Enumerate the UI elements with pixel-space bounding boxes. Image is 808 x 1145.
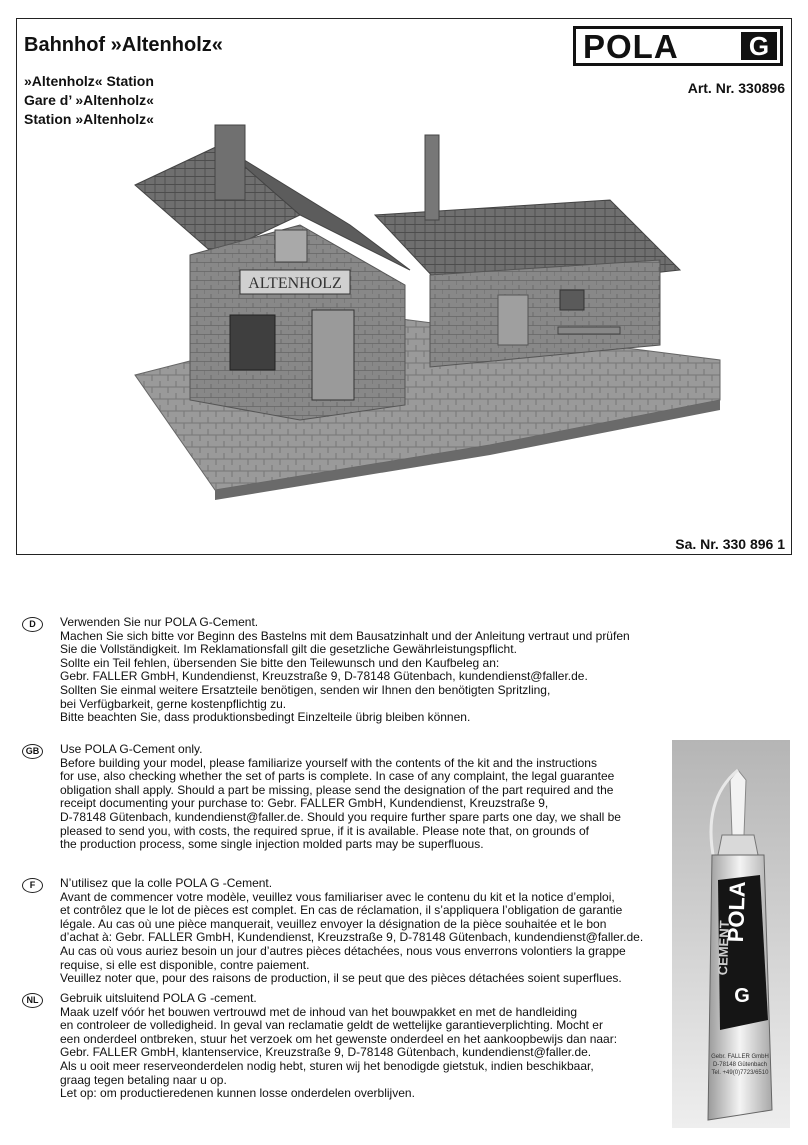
logo-text: POLA xyxy=(583,27,679,65)
text-line: Sie die Vollständigkeit. Im Reklamationsfall gilt die gesetzliche Gewährleistungspflicht. xyxy=(60,642,517,657)
article-number: Art. Nr. 330896 xyxy=(687,80,785,96)
text-line: Verwenden Sie nur POLA G-Cement. xyxy=(60,615,259,629)
section-nl xyxy=(22,992,642,1101)
station-model-image xyxy=(120,105,740,500)
section-gb-text xyxy=(60,743,642,852)
language-badge-gb: GB xyxy=(22,744,43,759)
tube-address-line: Tel. +49(0)7723/6510 xyxy=(711,1070,769,1076)
text-line: d’achat à: Gebr. FALLER GmbH, Kundendienst, Kreuzstraße 9, D-78148 Gütenbach, kundendienst@faller.de. xyxy=(60,930,644,945)
pola-logo xyxy=(573,26,783,66)
language-badge-nl: NL xyxy=(22,993,43,1008)
text-line: Als u ooit meer reserveonderdelen nodig hebt, sturen wij het benodigde gietstuk, indien beschikbaar, xyxy=(60,1058,594,1073)
left-chimney xyxy=(215,125,245,200)
text-line: Before building your model, please familiarize yourself with the contents of the kit and the instructions xyxy=(60,755,597,770)
text-line: graag tegen betaling naar u op. xyxy=(60,1072,227,1087)
text-line: receipt documenting your purchase to: Gebr. FALLER GmbH, Kundendienst, Kreuzstraße 9, xyxy=(60,796,549,811)
text-line: Bitte beachten Sie, dass produktionsbedingt Einzelteile übrig bleiben können. xyxy=(60,710,471,725)
section-d-text xyxy=(60,616,642,725)
right-chimney xyxy=(425,135,439,220)
text-line: Au cas où vous auriez besoin un jour d’autres pièces détachées, nous vous enverrons volontiers la grappe xyxy=(60,943,626,958)
text-line: pleased to send you, with costs, the required sprue, if it is available. Please note that, on grounds of xyxy=(60,823,589,838)
subtitle-en: »Altenholz« Station xyxy=(24,73,154,89)
section-nl-text xyxy=(60,992,642,1101)
language-badge-f: F xyxy=(22,878,43,893)
text-line: D-78148 Gütenbach, kundendienst@faller.de. Should you require further spare parts one day, we shall be xyxy=(60,809,621,824)
text-line: Gebruik uitsluitend POLA G -cement. xyxy=(60,991,257,1005)
logo-g-mark: G xyxy=(741,32,777,60)
main-door xyxy=(312,310,354,400)
text-line: Sollten Sie einmal weitere Ersatzteile benötigen, senden wir Ihnen den benötigten Spritzling, xyxy=(60,682,551,697)
text-line: Gebr. FALLER GmbH, Kundendienst, Kreuzstraße 9, D-78148 Gütenbach, kundendienst@faller.de. xyxy=(60,669,588,684)
text-line: for use, also checking whether the set of parts is complete. In case of any complaint, the legal guarantee xyxy=(60,769,615,784)
bench xyxy=(558,327,620,334)
subtitle-fr: Gare d’ »Altenholz« xyxy=(24,92,154,108)
section-f xyxy=(22,877,642,986)
tube-address-line: D-78148 Gütenbach xyxy=(712,1062,768,1068)
tube-brand-mark: G xyxy=(734,985,750,1007)
text-line: Gebr. FALLER GmbH, klantenservice, Kreuzstraße 9, D-78148 Gütenbach, kundendienst@faller.de. xyxy=(60,1045,592,1060)
section-d xyxy=(22,616,642,725)
text-line: Sollte ein Teil fehlen, übersenden Sie bitte den Teilewunsch und den Kaufbeleg an: xyxy=(60,655,500,670)
language-badge-d: D xyxy=(22,617,43,632)
text-line: the production process, some single injection molded parts may be superfluous. xyxy=(60,837,484,852)
section-f-text xyxy=(60,877,642,986)
text-line: Veuillez noter que, pour des raisons de production, il se peut que des pièces détachées soient superflues. xyxy=(60,971,622,986)
tube-brand-text: POLA xyxy=(722,880,751,943)
text-line: obligation shall apply. Should a part be missing, please send the designation of the part required and the xyxy=(60,782,614,797)
text-line: Machen Sie sich bitte vor Beginn des Bastelns mit dem Bausatzinhalt und der Anleitung vertraut und prüfen xyxy=(60,628,630,643)
station-sign-text: ALTENHOLZ xyxy=(248,275,342,292)
text-line: N’utilisez que la colle POLA G -Cement. xyxy=(60,876,273,890)
text-line: bei Verfügbarkeit, gerne kostenpflichtig zu. xyxy=(60,696,287,711)
section-gb xyxy=(22,743,642,852)
text-line: légale. Au cas où une pièce manquerait, veuillez envoyer la désignation de la pièce souhaitée et le bon xyxy=(60,916,607,931)
text-line: Maak uzelf vóór het bouwen vertrouwd met de inhoud van het bouwpakket en met de handleiding xyxy=(60,1004,577,1019)
subtitle-nl: Station »Altenholz« xyxy=(24,111,154,127)
text-line: Let op: om productieredenen kunnen losse onderdelen overblijven. xyxy=(60,1086,415,1101)
page-title: Bahnhof »Altenholz« xyxy=(24,34,223,56)
text-line: Avant de commencer votre modèle, veuillez vous familiariser avec le contenu du kit et la notice d’emploi, xyxy=(60,889,615,904)
text-line: een onderdeel ontbreken, stuur het verzoek om het gewenste onderdeel en het aankoopbewijs dan naar: xyxy=(60,1031,618,1046)
cement-tube-image xyxy=(672,740,790,1128)
text-line: et contrôlez que le lot de pièces est complet. En cas de réclamation, il s’appliquera l’obligation de garantie xyxy=(60,903,623,918)
tube-product-text: CEMENT xyxy=(715,920,732,976)
text-line: en controleer de volledigheid. In geval van reclamatie geldt de wettelijke garantieverplichting. Mocht er xyxy=(60,1018,603,1033)
tube-address-line: Gebr. FALLER GmbH xyxy=(711,1054,769,1060)
text-line: Use POLA G-Cement only. xyxy=(60,742,203,756)
text-line: requise, si elle est disponible, contre paiement. xyxy=(60,957,310,972)
right-door xyxy=(498,295,528,345)
sa-number: Sa. Nr. 330 896 1 xyxy=(675,536,785,552)
